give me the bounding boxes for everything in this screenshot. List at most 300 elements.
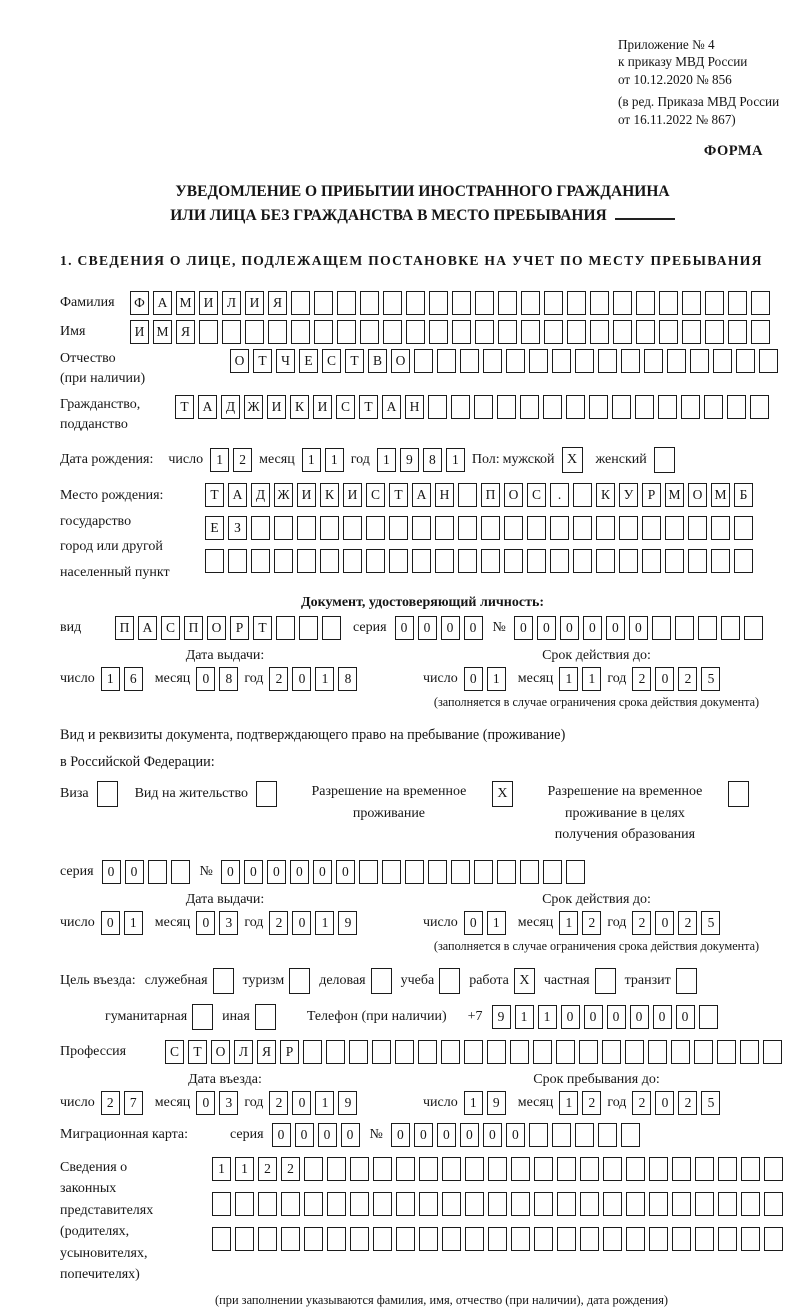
char-cell[interactable]: 0 [584, 1005, 603, 1029]
char-cell[interactable]: Т [359, 395, 378, 419]
char-cell[interactable] [741, 1157, 760, 1181]
char-cell[interactable] [235, 1227, 254, 1251]
char-cell[interactable]: 8 [338, 667, 357, 691]
char-cell[interactable]: Т [175, 395, 194, 419]
char-cell[interactable] [626, 1192, 645, 1216]
char-cell[interactable]: М [665, 483, 684, 507]
char-cell[interactable] [274, 516, 293, 540]
char-cell[interactable]: 0 [506, 1123, 525, 1147]
char-cell[interactable]: 0 [290, 860, 309, 884]
char-cell[interactable] [465, 1227, 484, 1251]
char-cell[interactable] [718, 1192, 737, 1216]
purpose-checkbox[interactable] [676, 968, 697, 994]
char-cell[interactable]: 2 [269, 911, 288, 935]
char-cell[interactable] [406, 320, 425, 344]
char-cell[interactable] [373, 1227, 392, 1251]
char-cell[interactable] [520, 395, 539, 419]
char-cell[interactable] [251, 549, 270, 573]
char-cell[interactable] [314, 320, 333, 344]
char-cell[interactable] [372, 1040, 391, 1064]
option-residence-permit-checkbox[interactable] [256, 781, 277, 807]
char-cell[interactable] [736, 349, 755, 373]
char-cell[interactable] [258, 1227, 277, 1251]
char-cell[interactable]: 0 [292, 911, 311, 935]
char-cell[interactable]: 0 [418, 616, 437, 640]
char-cell[interactable]: О [207, 616, 226, 640]
char-cell[interactable]: 0 [102, 860, 121, 884]
purpose-checkbox[interactable] [371, 968, 392, 994]
char-cell[interactable]: 9 [338, 1091, 357, 1115]
char-cell[interactable]: 0 [464, 616, 483, 640]
char-cell[interactable] [383, 320, 402, 344]
male-checkbox[interactable]: X [562, 447, 583, 473]
char-cell[interactable] [205, 549, 224, 573]
char-cell[interactable] [695, 1157, 714, 1181]
char-cell[interactable]: 9 [338, 911, 357, 935]
char-cell[interactable] [750, 395, 769, 419]
char-cell[interactable] [511, 1227, 530, 1251]
char-cell[interactable]: О [230, 349, 249, 373]
char-cell[interactable]: Т [253, 349, 272, 373]
char-cell[interactable]: 0 [441, 616, 460, 640]
char-cell[interactable]: 1 [212, 1157, 231, 1181]
char-cell[interactable] [695, 1227, 714, 1251]
char-cell[interactable]: Я [268, 291, 287, 315]
purpose-checkbox[interactable] [213, 968, 234, 994]
char-cell[interactable] [520, 860, 539, 884]
char-cell[interactable] [442, 1157, 461, 1181]
char-cell[interactable]: И [297, 483, 316, 507]
char-cell[interactable]: 8 [219, 667, 238, 691]
char-cell[interactable]: Д [221, 395, 240, 419]
char-cell[interactable]: А [153, 291, 172, 315]
char-cell[interactable] [667, 349, 686, 373]
char-cell[interactable] [557, 1192, 576, 1216]
char-cell[interactable]: С [322, 349, 341, 373]
char-cell[interactable] [212, 1192, 231, 1216]
char-cell[interactable]: 0 [295, 1123, 314, 1147]
char-cell[interactable] [435, 516, 454, 540]
char-cell[interactable]: 2 [101, 1091, 120, 1115]
char-cell[interactable]: А [138, 616, 157, 640]
char-cell[interactable] [764, 1227, 783, 1251]
char-cell[interactable]: 3 [219, 911, 238, 935]
char-cell[interactable]: 2 [632, 1091, 651, 1115]
purpose-checkbox[interactable]: X [514, 968, 535, 994]
char-cell[interactable]: 7 [124, 1091, 143, 1115]
char-cell[interactable] [245, 320, 264, 344]
char-cell[interactable] [763, 1040, 782, 1064]
char-cell[interactable]: 5 [701, 911, 720, 935]
char-cell[interactable]: О [211, 1040, 230, 1064]
char-cell[interactable] [556, 1040, 575, 1064]
char-cell[interactable] [759, 349, 778, 373]
char-cell[interactable]: 0 [460, 1123, 479, 1147]
char-cell[interactable] [705, 320, 724, 344]
female-checkbox[interactable] [654, 447, 675, 473]
char-cell[interactable]: И [245, 291, 264, 315]
char-cell[interactable]: А [412, 483, 431, 507]
char-cell[interactable] [382, 860, 401, 884]
char-cell[interactable] [704, 395, 723, 419]
char-cell[interactable]: 1 [315, 667, 334, 691]
char-cell[interactable]: 1 [325, 448, 344, 472]
char-cell[interactable] [596, 516, 615, 540]
char-cell[interactable]: И [199, 291, 218, 315]
char-cell[interactable] [251, 516, 270, 540]
char-cell[interactable] [428, 395, 447, 419]
char-cell[interactable] [458, 483, 477, 507]
char-cell[interactable] [481, 549, 500, 573]
char-cell[interactable]: 0 [391, 1123, 410, 1147]
char-cell[interactable] [751, 291, 770, 315]
char-cell[interactable] [635, 395, 654, 419]
char-cell[interactable] [299, 616, 318, 640]
option-visa-checkbox[interactable] [97, 781, 118, 807]
char-cell[interactable]: 0 [583, 616, 602, 640]
char-cell[interactable]: 0 [292, 667, 311, 691]
char-cell[interactable] [672, 1192, 691, 1216]
char-cell[interactable] [297, 549, 316, 573]
char-cell[interactable] [621, 349, 640, 373]
char-cell[interactable] [506, 349, 525, 373]
char-cell[interactable]: С [527, 483, 546, 507]
char-cell[interactable]: 5 [701, 667, 720, 691]
char-cell[interactable] [488, 1157, 507, 1181]
char-cell[interactable] [698, 616, 717, 640]
char-cell[interactable] [360, 291, 379, 315]
char-cell[interactable] [458, 549, 477, 573]
char-cell[interactable] [649, 1227, 668, 1251]
char-cell[interactable] [533, 1040, 552, 1064]
char-cell[interactable]: 0 [653, 1005, 672, 1029]
char-cell[interactable] [474, 860, 493, 884]
char-cell[interactable]: 0 [272, 1123, 291, 1147]
char-cell[interactable] [488, 1227, 507, 1251]
char-cell[interactable] [741, 1192, 760, 1216]
char-cell[interactable]: 0 [221, 860, 240, 884]
char-cell[interactable] [222, 320, 241, 344]
char-cell[interactable]: С [366, 483, 385, 507]
char-cell[interactable] [320, 516, 339, 540]
char-cell[interactable]: . [550, 483, 569, 507]
char-cell[interactable] [171, 860, 190, 884]
char-cell[interactable] [682, 291, 701, 315]
char-cell[interactable] [521, 320, 540, 344]
char-cell[interactable]: З [228, 516, 247, 540]
char-cell[interactable] [504, 549, 523, 573]
char-cell[interactable] [665, 549, 684, 573]
char-cell[interactable] [228, 549, 247, 573]
char-cell[interactable]: 0 [414, 1123, 433, 1147]
char-cell[interactable]: 0 [292, 1091, 311, 1115]
char-cell[interactable]: 2 [258, 1157, 277, 1181]
char-cell[interactable] [414, 349, 433, 373]
char-cell[interactable] [452, 291, 471, 315]
char-cell[interactable] [619, 516, 638, 540]
char-cell[interactable]: П [184, 616, 203, 640]
char-cell[interactable] [504, 516, 523, 540]
char-cell[interactable]: 0 [244, 860, 263, 884]
char-cell[interactable] [589, 395, 608, 419]
char-cell[interactable] [557, 1157, 576, 1181]
char-cell[interactable]: 0 [318, 1123, 337, 1147]
char-cell[interactable]: К [290, 395, 309, 419]
char-cell[interactable]: 1 [315, 1091, 334, 1115]
char-cell[interactable]: 0 [101, 911, 120, 935]
char-cell[interactable] [276, 616, 295, 640]
char-cell[interactable] [327, 1157, 346, 1181]
char-cell[interactable]: 0 [125, 860, 144, 884]
char-cell[interactable] [671, 1040, 690, 1064]
char-cell[interactable]: Д [251, 483, 270, 507]
char-cell[interactable] [460, 349, 479, 373]
char-cell[interactable] [543, 395, 562, 419]
char-cell[interactable] [326, 1040, 345, 1064]
char-cell[interactable] [727, 395, 746, 419]
char-cell[interactable]: 2 [582, 1091, 601, 1115]
char-cell[interactable]: Е [299, 349, 318, 373]
char-cell[interactable]: 0 [560, 616, 579, 640]
char-cell[interactable] [598, 349, 617, 373]
char-cell[interactable] [497, 860, 516, 884]
char-cell[interactable] [268, 320, 287, 344]
char-cell[interactable]: 1 [515, 1005, 534, 1029]
char-cell[interactable] [419, 1192, 438, 1216]
char-cell[interactable] [498, 291, 517, 315]
char-cell[interactable] [412, 549, 431, 573]
char-cell[interactable] [764, 1157, 783, 1181]
char-cell[interactable]: 2 [269, 667, 288, 691]
char-cell[interactable]: 1 [559, 1091, 578, 1115]
char-cell[interactable] [672, 1227, 691, 1251]
purpose-checkbox[interactable] [439, 968, 460, 994]
char-cell[interactable] [412, 516, 431, 540]
char-cell[interactable] [695, 1192, 714, 1216]
char-cell[interactable] [596, 549, 615, 573]
char-cell[interactable]: О [391, 349, 410, 373]
char-cell[interactable]: Ж [244, 395, 263, 419]
char-cell[interactable]: Я [176, 320, 195, 344]
char-cell[interactable] [534, 1157, 553, 1181]
char-cell[interactable]: 0 [437, 1123, 456, 1147]
char-cell[interactable]: 2 [632, 667, 651, 691]
char-cell[interactable] [481, 516, 500, 540]
char-cell[interactable]: С [161, 616, 180, 640]
char-cell[interactable] [619, 549, 638, 573]
char-cell[interactable]: Р [642, 483, 661, 507]
option-temp-residence-checkbox[interactable]: X [492, 781, 513, 807]
char-cell[interactable]: 2 [678, 911, 697, 935]
char-cell[interactable] [649, 1192, 668, 1216]
char-cell[interactable] [419, 1157, 438, 1181]
char-cell[interactable]: 1 [559, 911, 578, 935]
char-cell[interactable] [465, 1157, 484, 1181]
char-cell[interactable] [429, 291, 448, 315]
char-cell[interactable]: Т [253, 616, 272, 640]
char-cell[interactable]: 0 [514, 616, 533, 640]
char-cell[interactable] [343, 516, 362, 540]
char-cell[interactable] [395, 1040, 414, 1064]
char-cell[interactable] [418, 1040, 437, 1064]
char-cell[interactable]: 0 [336, 860, 355, 884]
char-cell[interactable] [567, 320, 586, 344]
char-cell[interactable]: Н [405, 395, 424, 419]
char-cell[interactable] [360, 320, 379, 344]
char-cell[interactable]: 0 [630, 1005, 649, 1029]
char-cell[interactable]: Е [205, 516, 224, 540]
char-cell[interactable] [451, 860, 470, 884]
char-cell[interactable] [603, 1157, 622, 1181]
char-cell[interactable] [349, 1040, 368, 1064]
char-cell[interactable] [566, 860, 585, 884]
char-cell[interactable]: 1 [446, 448, 465, 472]
char-cell[interactable] [322, 616, 341, 640]
char-cell[interactable] [713, 349, 732, 373]
char-cell[interactable]: 2 [281, 1157, 300, 1181]
char-cell[interactable] [566, 395, 585, 419]
char-cell[interactable] [274, 549, 293, 573]
char-cell[interactable] [498, 320, 517, 344]
char-cell[interactable] [688, 516, 707, 540]
char-cell[interactable] [580, 1157, 599, 1181]
char-cell[interactable]: И [313, 395, 332, 419]
char-cell[interactable] [543, 860, 562, 884]
char-cell[interactable] [567, 291, 586, 315]
char-cell[interactable] [419, 1227, 438, 1251]
char-cell[interactable] [406, 291, 425, 315]
char-cell[interactable]: Н [435, 483, 454, 507]
char-cell[interactable]: Т [205, 483, 224, 507]
char-cell[interactable]: 1 [559, 667, 578, 691]
char-cell[interactable] [741, 1227, 760, 1251]
char-cell[interactable] [550, 516, 569, 540]
char-cell[interactable] [303, 1040, 322, 1064]
char-cell[interactable]: 1 [210, 448, 229, 472]
char-cell[interactable]: 3 [219, 1091, 238, 1115]
char-cell[interactable] [626, 1227, 645, 1251]
char-cell[interactable]: 0 [606, 616, 625, 640]
char-cell[interactable] [199, 320, 218, 344]
char-cell[interactable] [442, 1192, 461, 1216]
char-cell[interactable] [665, 516, 684, 540]
char-cell[interactable]: 0 [561, 1005, 580, 1029]
char-cell[interactable] [717, 1040, 736, 1064]
char-cell[interactable] [728, 291, 747, 315]
char-cell[interactable]: 5 [701, 1091, 720, 1115]
char-cell[interactable] [396, 1227, 415, 1251]
char-cell[interactable] [642, 516, 661, 540]
char-cell[interactable]: А [382, 395, 401, 419]
char-cell[interactable]: 1 [302, 448, 321, 472]
char-cell[interactable]: 0 [395, 616, 414, 640]
char-cell[interactable] [534, 1227, 553, 1251]
char-cell[interactable] [728, 320, 747, 344]
char-cell[interactable] [435, 549, 454, 573]
char-cell[interactable] [734, 549, 753, 573]
char-cell[interactable] [612, 395, 631, 419]
char-cell[interactable] [621, 1123, 640, 1147]
char-cell[interactable] [483, 349, 502, 373]
char-cell[interactable] [590, 320, 609, 344]
char-cell[interactable] [389, 516, 408, 540]
char-cell[interactable] [552, 1123, 571, 1147]
char-cell[interactable] [652, 616, 671, 640]
char-cell[interactable] [350, 1157, 369, 1181]
char-cell[interactable]: 1 [101, 667, 120, 691]
char-cell[interactable] [350, 1192, 369, 1216]
char-cell[interactable]: 0 [313, 860, 332, 884]
char-cell[interactable] [212, 1227, 231, 1251]
char-cell[interactable] [373, 1192, 392, 1216]
char-cell[interactable]: 1 [464, 1091, 483, 1115]
char-cell[interactable] [675, 616, 694, 640]
char-cell[interactable]: 2 [582, 911, 601, 935]
char-cell[interactable]: М [153, 320, 172, 344]
char-cell[interactable] [304, 1157, 323, 1181]
char-cell[interactable] [649, 1157, 668, 1181]
char-cell[interactable] [573, 483, 592, 507]
char-cell[interactable]: 0 [655, 667, 674, 691]
char-cell[interactable]: А [228, 483, 247, 507]
char-cell[interactable] [557, 1227, 576, 1251]
char-cell[interactable] [642, 549, 661, 573]
char-cell[interactable]: У [619, 483, 638, 507]
char-cell[interactable] [626, 1157, 645, 1181]
char-cell[interactable] [544, 320, 563, 344]
char-cell[interactable]: К [596, 483, 615, 507]
char-cell[interactable] [544, 291, 563, 315]
char-cell[interactable] [281, 1192, 300, 1216]
purpose-checkbox[interactable] [255, 1004, 276, 1030]
char-cell[interactable] [711, 549, 730, 573]
char-cell[interactable]: 2 [269, 1091, 288, 1115]
char-cell[interactable] [718, 1227, 737, 1251]
char-cell[interactable] [580, 1192, 599, 1216]
char-cell[interactable] [373, 1157, 392, 1181]
char-cell[interactable] [437, 349, 456, 373]
char-cell[interactable] [337, 291, 356, 315]
char-cell[interactable] [304, 1227, 323, 1251]
char-cell[interactable] [690, 349, 709, 373]
char-cell[interactable] [613, 320, 632, 344]
char-cell[interactable]: Л [222, 291, 241, 315]
char-cell[interactable] [291, 291, 310, 315]
char-cell[interactable] [711, 516, 730, 540]
char-cell[interactable]: 1 [377, 448, 396, 472]
char-cell[interactable] [488, 1192, 507, 1216]
char-cell[interactable] [688, 549, 707, 573]
char-cell[interactable]: 0 [196, 1091, 215, 1115]
char-cell[interactable] [694, 1040, 713, 1064]
char-cell[interactable] [579, 1040, 598, 1064]
char-cell[interactable]: Т [188, 1040, 207, 1064]
char-cell[interactable]: Ф [130, 291, 149, 315]
char-cell[interactable]: 0 [196, 911, 215, 935]
char-cell[interactable]: И [343, 483, 362, 507]
char-cell[interactable] [428, 860, 447, 884]
char-cell[interactable] [721, 616, 740, 640]
char-cell[interactable] [602, 1040, 621, 1064]
char-cell[interactable] [258, 1192, 277, 1216]
char-cell[interactable] [529, 1123, 548, 1147]
char-cell[interactable]: В [368, 349, 387, 373]
char-cell[interactable]: 0 [655, 1091, 674, 1115]
char-cell[interactable] [740, 1040, 759, 1064]
char-cell[interactable]: 2 [233, 448, 252, 472]
char-cell[interactable]: 1 [124, 911, 143, 935]
char-cell[interactable] [751, 320, 770, 344]
